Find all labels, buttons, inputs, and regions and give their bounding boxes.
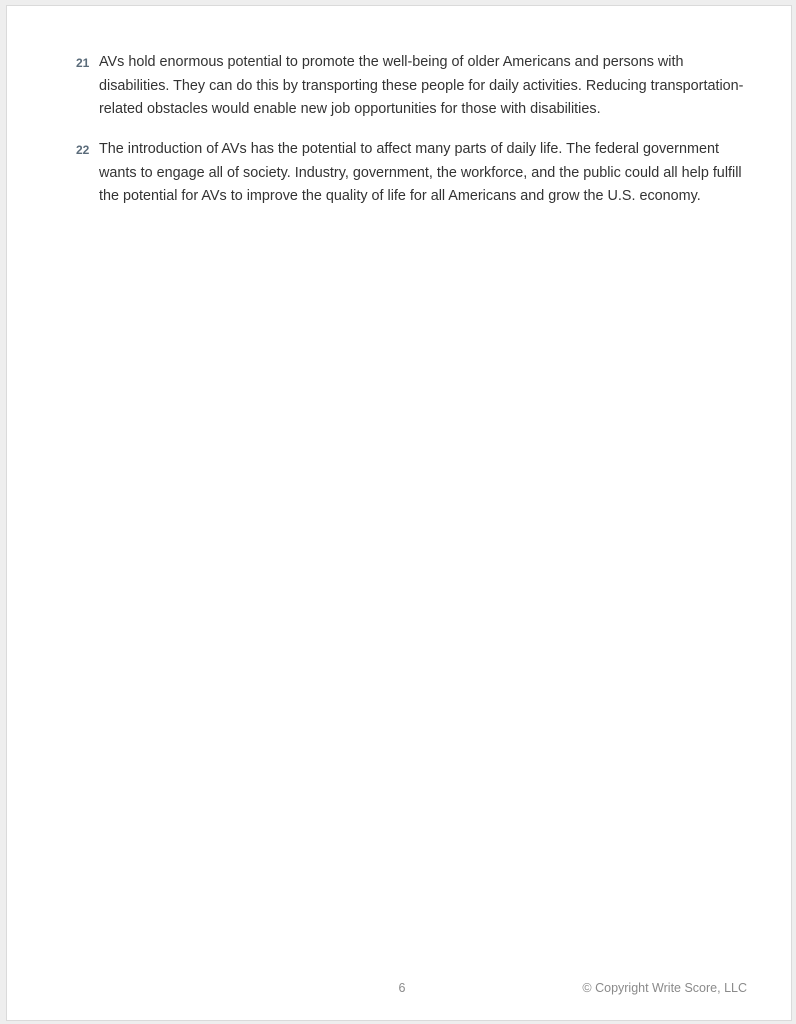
paragraph-number: 21 (76, 56, 90, 70)
paragraph-number: 22 (76, 143, 90, 157)
document-page (6, 5, 792, 1021)
paragraph-text: The introduction of AVs has the potential to affect many parts of daily life. The federal government wants to engage all of society. Industry, government, the workforce, and the public could all help fulfill the potential for AVs to improve the quality of life for all Americans and grow the U.S. economy. (99, 141, 742, 204)
page-number: 6 (398, 981, 406, 995)
copyright-notice: © Copyright Write Score, LLC (582, 981, 747, 995)
paragraph-text: AVs hold enormous potential to promote the well-being of older Americans and persons with disabilities. They can do this by transporting these people for daily activities. Reducing transportation-related obstacles would enable new job opportunities for those with disabilities. (99, 54, 744, 117)
